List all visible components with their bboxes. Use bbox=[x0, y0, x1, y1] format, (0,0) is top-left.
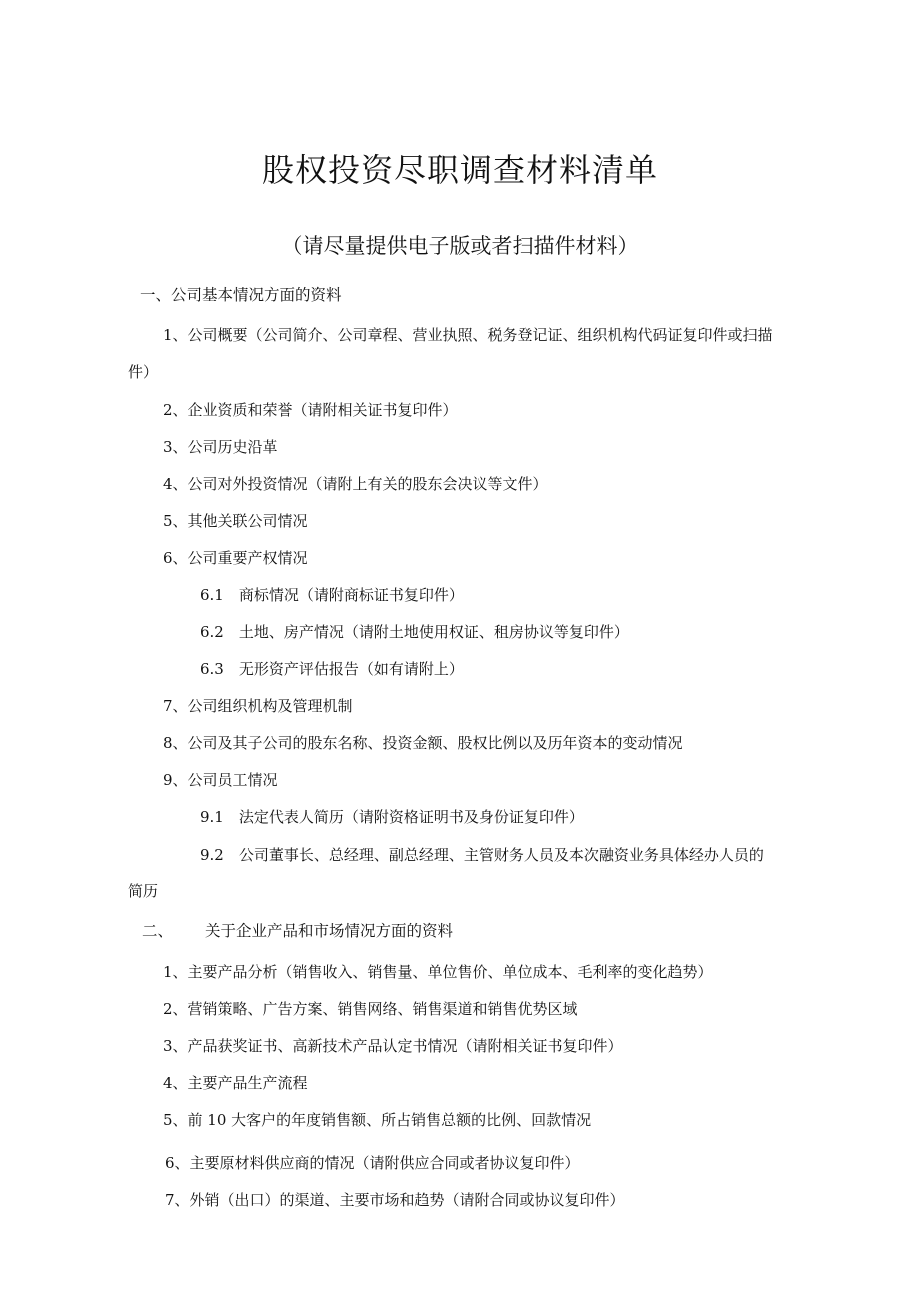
list-item-1-1-cont: 件） bbox=[128, 363, 159, 381]
list-item-1-4: 4、公司对外投资情况（请附上有关的股东会决议等文件） bbox=[163, 475, 548, 493]
list-subitem-9-1: 9.1 法定代表人简历（请附资格证明书及身份证复印件） bbox=[200, 808, 584, 826]
list-item-2-1: 1、主要产品分析（销售收入、销售量、单位售价、单位成本、毛利率的变化趋势） bbox=[163, 963, 713, 981]
list-item-1-2: 2、企业资质和荣誉（请附相关证书复印件） bbox=[163, 401, 458, 419]
list-item-2-2: 2、营销策略、广告方案、销售网络、销售渠道和销售优势区域 bbox=[163, 1000, 578, 1018]
list-subitem-9-2: 9.2 公司董事长、总经理、副总经理、主管财务人员及本次融资业务具体经办人员的 bbox=[200, 846, 764, 864]
list-item-1-8: 8、公司及其子公司的股东名称、投资金额、股权比例以及历年资本的变动情况 bbox=[163, 734, 683, 752]
section-1-heading: 一、公司基本情况方面的资料 bbox=[140, 286, 342, 304]
document-title: 股权投资尽职调查材料清单 bbox=[261, 151, 658, 189]
section-2-number: 二、 bbox=[142, 922, 174, 940]
list-item-1-1: 1、公司概要（公司简介、公司章程、营业执照、税务登记证、组织机构代码证复印件或扫描 bbox=[163, 326, 773, 344]
document-subtitle: （请尽量提供电子版或者扫描件材料） bbox=[281, 234, 639, 258]
list-subitem-6-3: 6.3 无形资产评估报告（如有请附上） bbox=[200, 660, 464, 678]
list-item-2-4: 4、主要产品生产流程 bbox=[163, 1074, 308, 1092]
list-item-1-5: 5、其他关联公司情况 bbox=[163, 512, 308, 530]
list-item-2-6: 6、主要原材料供应商的情况（请附供应合同或者协议复印件） bbox=[165, 1154, 580, 1172]
list-item-2-3: 3、产品获奖证书、高新技术产品认定书情况（请附相关证书复印件） bbox=[163, 1037, 623, 1055]
list-item-1-6: 6、公司重要产权情况 bbox=[163, 549, 308, 567]
list-item-1-3: 3、公司历史沿革 bbox=[163, 438, 278, 456]
list-subitem-6-1: 6.1 商标情况（请附商标证书复印件） bbox=[200, 586, 464, 604]
list-item-2-5: 5、前 10 大客户的年度销售额、所占销售总额的比例、回款情况 bbox=[163, 1111, 592, 1129]
list-item-2-7: 7、外销（出口）的渠道、主要市场和趋势（请附合同或协议复印件） bbox=[165, 1191, 625, 1209]
list-subitem-6-2: 6.2 土地、房产情况（请附土地使用权证、租房协议等复印件） bbox=[200, 623, 629, 641]
list-item-1-9: 9、公司员工情况 bbox=[163, 771, 278, 789]
section-2-heading: 关于企业产品和市场情况方面的资料 bbox=[205, 922, 454, 940]
list-subitem-9-2-cont: 简历 bbox=[128, 882, 159, 900]
list-item-1-7: 7、公司组织机构及管理机制 bbox=[163, 697, 353, 715]
